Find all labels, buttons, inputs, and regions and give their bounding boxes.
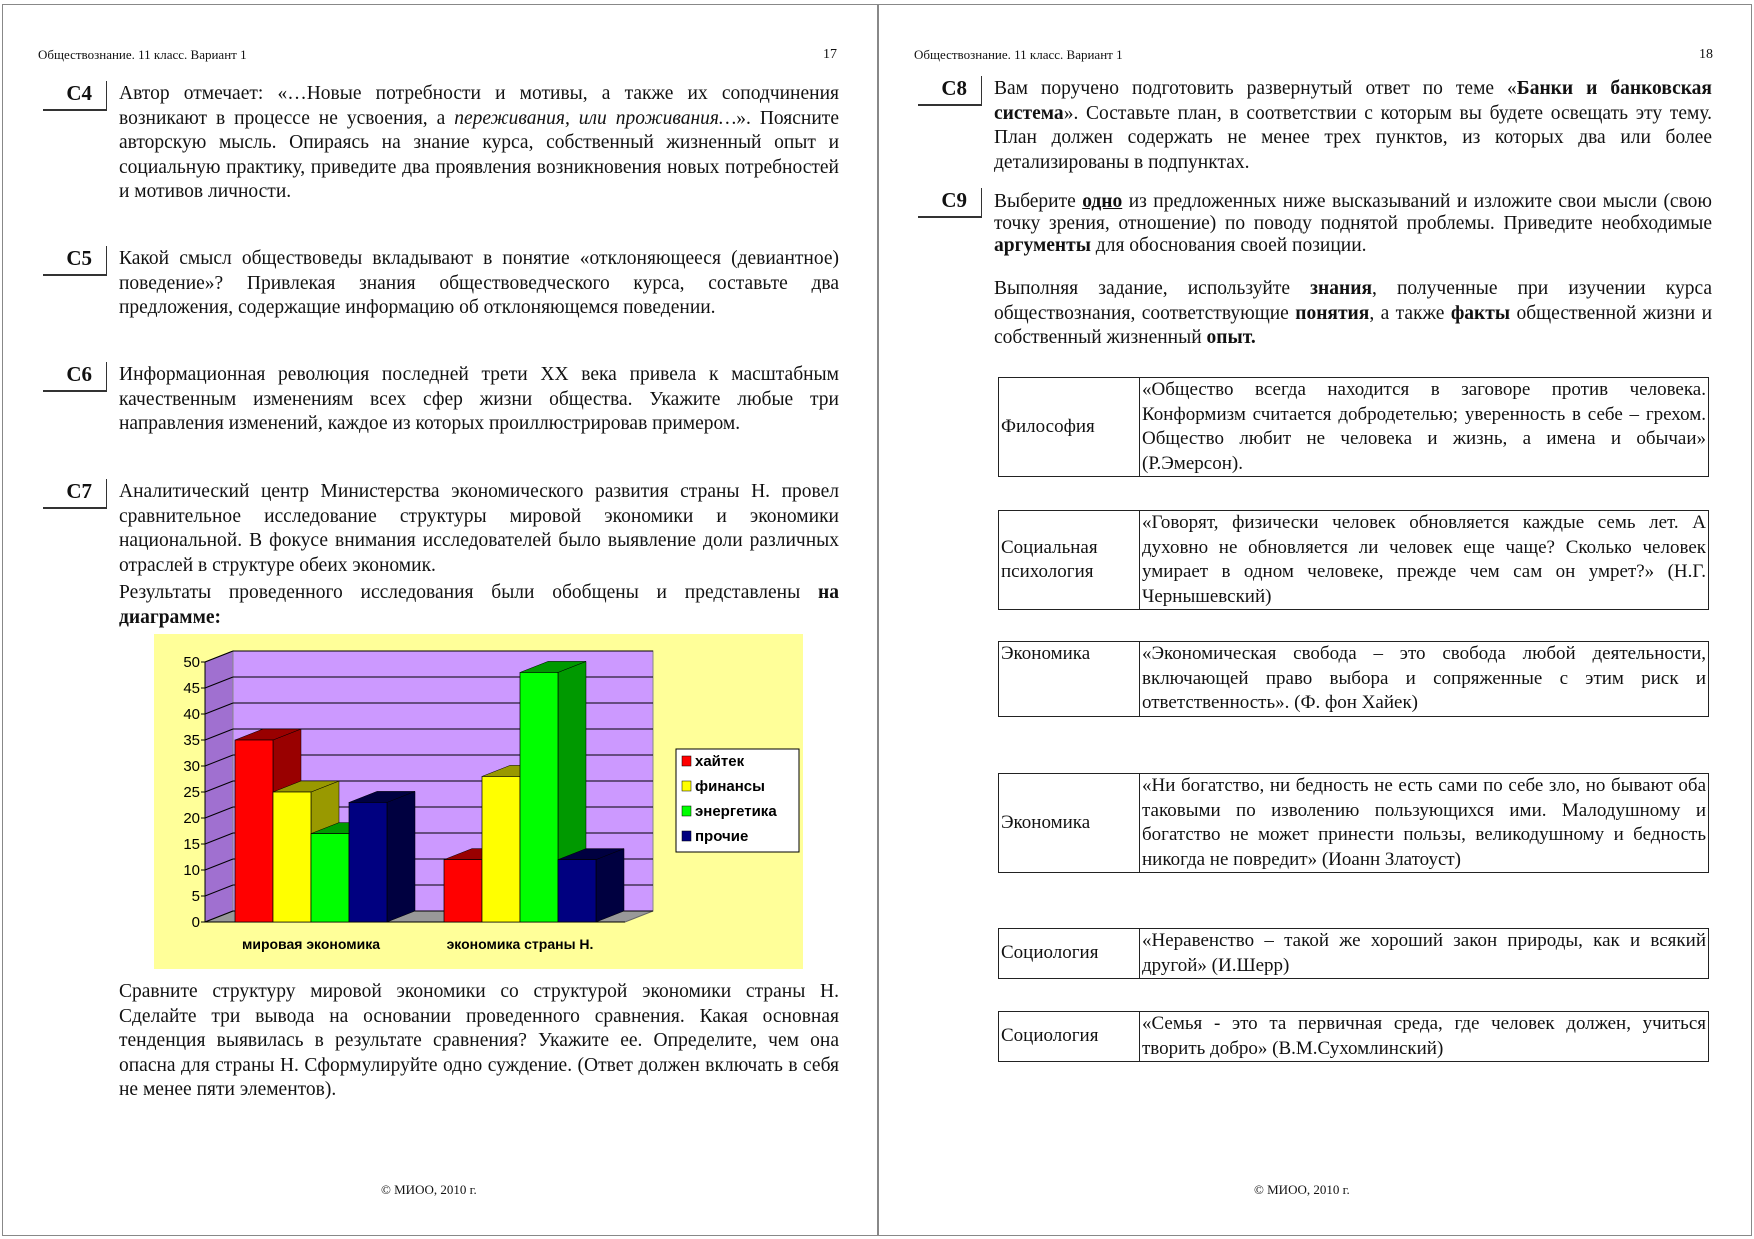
quote-text: «Экономическая свобода – это свобода любой деятельности, включающей право выбора и сопряженные с этим риск и ответственность». (Ф. фон Хайек) <box>1140 642 1709 717</box>
quote-field: Социология <box>999 1012 1140 1062</box>
quote-row <box>999 929 1709 979</box>
text: Автор отмечает: «…Новые потребности и мотивы, а также их соподчинения возникают в процессе не усвоения, а <box>119 83 839 129</box>
task-c9 <box>994 191 1712 351</box>
c9-guidance <box>994 277 1712 351</box>
quote-row <box>999 378 1709 477</box>
quote-text: «Ни богатство, ни бедность не есть сами по себе зло, но бывают оба таковыми по изволению пользующихся ими. Малодушному и богатство не может принести пользы, великодушному и бедность никогда не повредит» (Иоанн Златоуст) <box>1140 774 1709 873</box>
quote-table <box>998 773 1709 873</box>
task-label-c6: С6 <box>43 362 107 392</box>
bar-хайтек <box>235 740 273 922</box>
c9-instruction <box>994 191 1712 257</box>
quote-row <box>999 1012 1709 1062</box>
text: Вам поручено подготовить развернутый ответ по теме « <box>994 78 1517 99</box>
y-tick-label: 30 <box>183 758 200 775</box>
bar-прочие <box>558 860 596 922</box>
task-c4 <box>119 82 839 205</box>
y-tick-label: 50 <box>183 654 200 671</box>
y-tick-label: 15 <box>183 836 200 853</box>
bold-text: знания <box>1310 278 1372 299</box>
task-c7 <box>119 480 839 630</box>
c7-results <box>119 581 839 630</box>
task-c5: Какой смысл обществоведы вкладывают в понятие «отклоняющееся (девиантное) поведение»? Привлекая знания обществоведческого курса, составьте два предложения, содержащие информацию об отклоняющемся поведении. <box>119 248 839 318</box>
page-number: 17 <box>823 47 837 62</box>
y-tick-label: 35 <box>183 732 200 749</box>
quote-table <box>998 510 1709 610</box>
text: , полученные при изучении курса обществознания, соответствующие <box>994 278 1712 324</box>
y-tick-label: 45 <box>183 680 200 697</box>
underlined-text: одно <box>1082 191 1123 212</box>
text: из предложенных ниже высказываний и изложите свои мысли (свою точку зрения, отношение) по поводу поднятой проблемы. Приведите необходимые <box>994 191 1712 234</box>
y-tick-label: 20 <box>183 810 200 827</box>
y-tick-label: 10 <box>183 862 200 879</box>
italic-text: переживания, или проживания… <box>454 107 737 129</box>
quote-text: «Семья - это та первичная среда, где человек должен, учиться творить добро» (В.М.Сухомлинский) <box>1140 1012 1709 1062</box>
bold-text: понятия <box>1295 302 1370 324</box>
bar-прочие <box>349 802 387 922</box>
text: ». Составьте план, в соответствии с которым вы будете освещать эту тему. План должен содержать не менее трех пунктов, из которых два или более детализированы в подпунктах. <box>994 102 1712 173</box>
y-tick-label: 40 <box>183 706 200 723</box>
quote-field: Экономика <box>999 642 1140 717</box>
legend-swatch <box>682 781 691 791</box>
quote-row <box>999 511 1709 610</box>
bold-text: на диаграмме: <box>119 582 839 628</box>
task-c8 <box>994 77 1712 175</box>
legend-swatch <box>682 831 691 841</box>
quote-table <box>998 928 1709 979</box>
running-header: Обществознание. 11 класс. Вариант 1 <box>38 47 247 62</box>
quote-text: «Говорят, физически человек обновляется каждые семь лет. А духовно не обновляется ли человек еще чаще? Сколько человек умирает в одном человеке, прежде чем сам он умрет?» (Н.Г. Чернышевский) <box>1140 511 1709 610</box>
bold-text: факты <box>1450 302 1511 324</box>
bold-text: Банки и банковская система <box>994 78 1712 124</box>
page-number: 18 <box>1699 47 1713 62</box>
legend-label: энергетика <box>695 803 777 820</box>
legend-label: прочие <box>695 828 749 845</box>
quote-table <box>998 377 1709 477</box>
legend-label: хайтек <box>695 753 745 770</box>
bar-финансы <box>482 776 520 922</box>
text: для обоснования своей позиции. <box>1090 235 1367 256</box>
task-c6: Информационная революция последней трети XX века привела к масштабным качественным изменениям всех сфер жизни общества. Укажите любые три направления изменений, каждое из которых проиллюстрировав примером. <box>119 364 839 434</box>
bar-side <box>596 849 624 922</box>
running-header: Обществознание. 11 класс. Вариант 1 <box>914 47 1123 62</box>
x-category-label: мировая экономика <box>241 936 381 952</box>
text: ». Поясните авторскую мысль. Опираясь на знание курса, собственный жизненный опыт и социальную практику, приведите два проявления возникновения новых потребностей и мотивов личности. <box>119 107 839 202</box>
bar-энергетика <box>520 672 558 922</box>
task-label-c7: С7 <box>43 479 107 509</box>
y-tick-label: 5 <box>191 888 200 905</box>
quote-table <box>998 641 1709 717</box>
task-label-c5: С5 <box>43 246 107 276</box>
c7-question: Сравните структуру мировой экономики со структурой экономики страны Н. Сделайте три вывода на основании проведенного сравнения. Какая основная тенденция выявилась в результате сравнения? Укажите ее. Определите, чем она опасна для страны Н. Сформулируйте одно суждение. (Ответ должен включать в себя не менее пяти элементов). <box>119 981 839 1100</box>
text: Результаты проведенного исследования были обобщены и представлены <box>119 582 818 603</box>
text: общественной жизни и собственный жизненный <box>994 302 1712 348</box>
legend-swatch <box>682 806 691 816</box>
left-page <box>2 4 878 1236</box>
task-label-c8: С8 <box>918 76 982 106</box>
quote-field: Философия <box>999 378 1140 477</box>
quote-row <box>999 774 1709 873</box>
task-label-c4: С4 <box>43 81 107 111</box>
x-category-label: экономика страны Н. <box>446 936 594 952</box>
y-tick-label: 0 <box>191 914 200 931</box>
text: , а также <box>1369 302 1451 324</box>
quote-text: «Общество всегда находится в заговоре против человека. Конформизм считается добродетелью; уверенность в себе – грехом. Общество любит не человека и жизнь, а имена и обычаи» (Р.Эмерсон). <box>1140 378 1709 477</box>
text: Выполняя задание, используйте <box>994 278 1311 299</box>
bar-chart <box>154 634 803 969</box>
footer: © МИОО, 2010 г. <box>381 1182 477 1197</box>
quote-text: «Неравенство – такой же хороший закон природы, как и всякий другой» (И.Шерр) <box>1140 929 1709 979</box>
bar-хайтек <box>444 860 482 922</box>
bar-side <box>387 791 415 922</box>
footer: © МИОО, 2010 г. <box>1254 1182 1350 1197</box>
bar-энергетика <box>311 834 349 922</box>
quote-field: Социальная психология <box>999 511 1140 610</box>
quote-table <box>998 1011 1709 1062</box>
y-tick-label: 25 <box>183 784 200 801</box>
bar-финансы <box>273 792 311 922</box>
text: Выберите <box>994 191 1083 212</box>
bold-text: опыт. <box>1206 327 1256 348</box>
quote-row <box>999 642 1709 717</box>
quote-field: Экономика <box>999 774 1140 873</box>
quote-field: Социология <box>999 929 1140 979</box>
task-label-c9: С9 <box>918 188 982 218</box>
legend-swatch <box>682 756 691 766</box>
legend-label: финансы <box>695 778 765 795</box>
bold-text: аргументы <box>994 235 1091 256</box>
c7-text: Аналитический центр Министерства экономического развития страны Н. провел сравнительное исследование структуры мировой экономики и экономики национальной. В фокусе внимания исследователей было выявление доли различных отраслей в структуре обеих экономик. <box>119 481 839 576</box>
